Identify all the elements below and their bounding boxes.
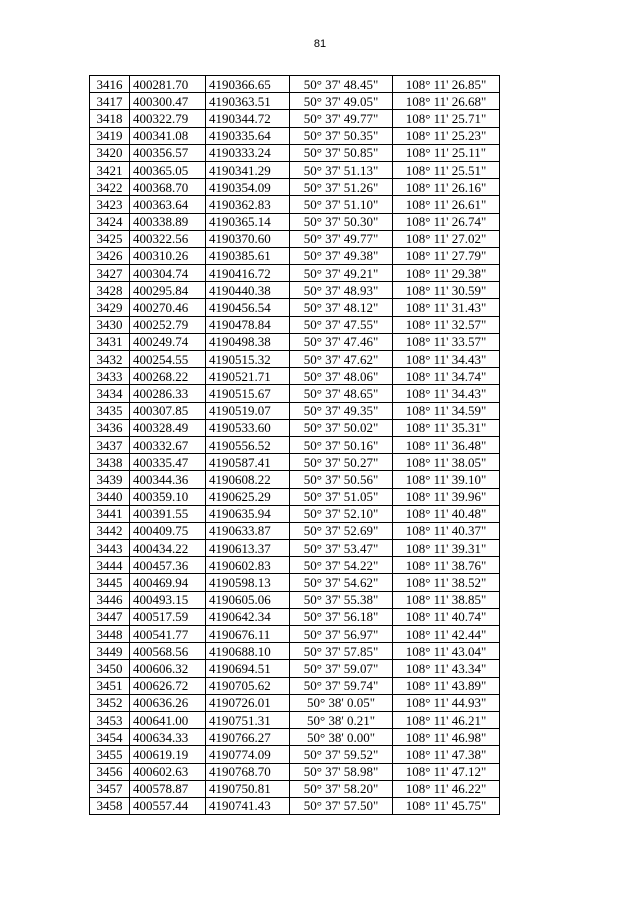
y-coordinate-cell: 4190366.65 [206,76,290,93]
longitude-cell: 108° 11' 34.43" [393,351,500,368]
table-row [90,127,500,144]
page-number: 81 [313,38,327,50]
y-coordinate-cell: 4190521.71 [206,368,290,385]
x-coordinate-cell: 400341.08 [130,127,206,144]
latitude-cell: 50° 37' 50.16" [290,436,393,453]
y-coordinate-cell: 4190416.72 [206,265,290,282]
table-row [90,677,500,694]
y-coordinate-cell: 4190333.24 [206,144,290,161]
latitude-cell: 50° 37' 57.85" [290,643,393,660]
y-coordinate-cell: 4190705.62 [206,677,290,694]
longitude-cell: 108° 11' 25.11" [393,144,500,161]
table-row [90,471,500,488]
table-row [90,608,500,625]
y-coordinate-cell: 4190768.70 [206,763,290,780]
longitude-cell: 108° 11' 27.02" [393,230,500,247]
x-coordinate-cell: 400557.44 [130,797,206,814]
latitude-cell: 50° 37' 52.10" [290,505,393,522]
y-coordinate-cell: 4190365.14 [206,213,290,230]
y-coordinate-cell: 4190533.60 [206,419,290,436]
table-row [90,797,500,814]
table-row [90,557,500,574]
point-number-cell: 3427 [90,265,130,282]
y-coordinate-cell: 4190598.13 [206,574,290,591]
x-coordinate-cell: 400602.63 [130,763,206,780]
longitude-cell: 108° 11' 27.79" [393,247,500,264]
longitude-cell: 108° 11' 43.89" [393,677,500,694]
longitude-cell: 108° 11' 29.38" [393,265,500,282]
point-number-cell: 3416 [90,76,130,93]
x-coordinate-cell: 400295.84 [130,282,206,299]
latitude-cell: 50° 37' 50.02" [290,419,393,436]
y-coordinate-cell: 4190363.51 [206,93,290,110]
y-coordinate-cell: 4190587.41 [206,454,290,471]
x-coordinate-cell: 400409.75 [130,522,206,539]
y-coordinate-cell: 4190694.51 [206,660,290,677]
x-coordinate-cell: 400328.49 [130,419,206,436]
latitude-cell: 50° 37' 52.69" [290,522,393,539]
table-row [90,780,500,797]
y-coordinate-cell: 4190370.60 [206,230,290,247]
table-row [90,93,500,110]
x-coordinate-cell: 400493.15 [130,591,206,608]
point-number-cell: 3422 [90,179,130,196]
longitude-cell: 108° 11' 43.34" [393,660,500,677]
point-number-cell: 3455 [90,746,130,763]
longitude-cell: 108° 11' 47.38" [393,746,500,763]
latitude-cell: 50° 37' 57.50" [290,797,393,814]
latitude-cell: 50° 37' 50.35" [290,127,393,144]
table-row [90,626,500,643]
longitude-cell: 108° 11' 46.98" [393,729,500,746]
longitude-cell: 108° 11' 38.76" [393,557,500,574]
table-row [90,660,500,677]
latitude-cell: 50° 37' 55.38" [290,591,393,608]
latitude-cell: 50° 37' 54.22" [290,557,393,574]
x-coordinate-cell: 400568.56 [130,643,206,660]
latitude-cell: 50° 37' 51.10" [290,196,393,213]
y-coordinate-cell: 4190498.38 [206,333,290,350]
point-number-cell: 3424 [90,213,130,230]
table-row [90,454,500,471]
y-coordinate-cell: 4190688.10 [206,643,290,660]
point-number-cell: 3431 [90,333,130,350]
x-coordinate-cell: 400641.00 [130,711,206,728]
longitude-cell: 108° 11' 25.71" [393,110,500,127]
latitude-cell: 50° 37' 48.65" [290,385,393,402]
x-coordinate-cell: 400469.94 [130,574,206,591]
point-number-cell: 3419 [90,127,130,144]
x-coordinate-cell: 400636.26 [130,694,206,711]
point-number-cell: 3425 [90,230,130,247]
latitude-cell: 50° 37' 48.12" [290,299,393,316]
point-number-cell: 3440 [90,488,130,505]
y-coordinate-cell: 4190635.94 [206,505,290,522]
x-coordinate-cell: 400310.26 [130,247,206,264]
point-number-cell: 3443 [90,540,130,557]
latitude-cell: 50° 37' 49.21" [290,265,393,282]
point-number-cell: 3446 [90,591,130,608]
latitude-cell: 50° 37' 50.85" [290,144,393,161]
latitude-cell: 50° 37' 56.18" [290,608,393,625]
table-row [90,265,500,282]
longitude-cell: 108° 11' 44.93" [393,694,500,711]
table-row [90,196,500,213]
latitude-cell: 50° 38' 0.05" [290,694,393,711]
table-row [90,436,500,453]
latitude-cell: 50° 37' 56.97" [290,626,393,643]
x-coordinate-cell: 400322.79 [130,110,206,127]
latitude-cell: 50° 37' 59.52" [290,746,393,763]
x-coordinate-cell: 400365.05 [130,161,206,178]
table-row [90,694,500,711]
table-row [90,144,500,161]
x-coordinate-cell: 400541.77 [130,626,206,643]
point-number-cell: 3420 [90,144,130,161]
longitude-cell: 108° 11' 25.23" [393,127,500,144]
latitude-cell: 50° 37' 54.62" [290,574,393,591]
y-coordinate-cell: 4190633.87 [206,522,290,539]
longitude-cell: 108° 11' 34.74" [393,368,500,385]
longitude-cell: 108° 11' 34.59" [393,402,500,419]
latitude-cell: 50° 37' 50.27" [290,454,393,471]
table-row [90,368,500,385]
table-row [90,402,500,419]
point-number-cell: 3450 [90,660,130,677]
table-row [90,213,500,230]
y-coordinate-cell: 4190751.31 [206,711,290,728]
x-coordinate-cell: 400338.89 [130,213,206,230]
latitude-cell: 50° 37' 48.45" [290,76,393,93]
latitude-cell: 50° 37' 47.62" [290,351,393,368]
x-coordinate-cell: 400252.79 [130,316,206,333]
latitude-cell: 50° 37' 47.46" [290,333,393,350]
point-number-cell: 3448 [90,626,130,643]
coordinates-table [89,75,500,815]
x-coordinate-cell: 400335.47 [130,454,206,471]
y-coordinate-cell: 4190556.52 [206,436,290,453]
x-coordinate-cell: 400457.36 [130,557,206,574]
latitude-cell: 50° 37' 49.05" [290,93,393,110]
point-number-cell: 3438 [90,454,130,471]
latitude-cell: 50° 37' 49.35" [290,402,393,419]
coordinates-table-body [90,76,500,815]
latitude-cell: 50° 37' 49.77" [290,110,393,127]
table-row [90,729,500,746]
y-coordinate-cell: 4190341.29 [206,161,290,178]
y-coordinate-cell: 4190478.84 [206,316,290,333]
longitude-cell: 108° 11' 36.48" [393,436,500,453]
longitude-cell: 108° 11' 46.22" [393,780,500,797]
point-number-cell: 3437 [90,436,130,453]
point-number-cell: 3430 [90,316,130,333]
table-row [90,247,500,264]
longitude-cell: 108° 11' 33.57" [393,333,500,350]
latitude-cell: 50° 37' 49.77" [290,230,393,247]
longitude-cell: 108° 11' 38.52" [393,574,500,591]
y-coordinate-cell: 4190676.11 [206,626,290,643]
longitude-cell: 108° 11' 30.59" [393,282,500,299]
x-coordinate-cell: 400332.67 [130,436,206,453]
latitude-cell: 50° 38' 0.00" [290,729,393,746]
x-coordinate-cell: 400363.64 [130,196,206,213]
x-coordinate-cell: 400434.22 [130,540,206,557]
latitude-cell: 50° 37' 58.20" [290,780,393,797]
point-number-cell: 3451 [90,677,130,694]
table-row [90,643,500,660]
y-coordinate-cell: 4190362.83 [206,196,290,213]
point-number-cell: 3456 [90,763,130,780]
point-number-cell: 3426 [90,247,130,264]
point-number-cell: 3429 [90,299,130,316]
longitude-cell: 108° 11' 45.75" [393,797,500,814]
point-number-cell: 3436 [90,419,130,436]
x-coordinate-cell: 400391.55 [130,505,206,522]
y-coordinate-cell: 4190750.81 [206,780,290,797]
longitude-cell: 108° 11' 34.43" [393,385,500,402]
y-coordinate-cell: 4190335.64 [206,127,290,144]
table-row [90,540,500,557]
table-row [90,419,500,436]
longitude-cell: 108° 11' 43.04" [393,643,500,660]
x-coordinate-cell: 400286.33 [130,385,206,402]
point-number-cell: 3452 [90,694,130,711]
point-number-cell: 3454 [90,729,130,746]
x-coordinate-cell: 400356.57 [130,144,206,161]
table-row [90,711,500,728]
y-coordinate-cell: 4190515.32 [206,351,290,368]
table-row [90,505,500,522]
x-coordinate-cell: 400270.46 [130,299,206,316]
latitude-cell: 50° 37' 59.74" [290,677,393,694]
latitude-cell: 50° 37' 50.56" [290,471,393,488]
latitude-cell: 50° 37' 53.47" [290,540,393,557]
x-coordinate-cell: 400606.32 [130,660,206,677]
table-row [90,746,500,763]
y-coordinate-cell: 4190519.07 [206,402,290,419]
x-coordinate-cell: 400634.33 [130,729,206,746]
latitude-cell: 50° 37' 51.05" [290,488,393,505]
table-row [90,522,500,539]
latitude-cell: 50° 37' 47.55" [290,316,393,333]
y-coordinate-cell: 4190774.09 [206,746,290,763]
x-coordinate-cell: 400254.55 [130,351,206,368]
y-coordinate-cell: 4190515.67 [206,385,290,402]
point-number-cell: 3432 [90,351,130,368]
y-coordinate-cell: 4190726.01 [206,694,290,711]
longitude-cell: 108° 11' 39.10" [393,471,500,488]
longitude-cell: 108° 11' 47.12" [393,763,500,780]
point-number-cell: 3417 [90,93,130,110]
table-row [90,299,500,316]
point-number-cell: 3439 [90,471,130,488]
point-number-cell: 3421 [90,161,130,178]
latitude-cell: 50° 37' 49.38" [290,247,393,264]
y-coordinate-cell: 4190766.27 [206,729,290,746]
x-coordinate-cell: 400307.85 [130,402,206,419]
point-number-cell: 3444 [90,557,130,574]
point-number-cell: 3423 [90,196,130,213]
latitude-cell: 50° 37' 50.30" [290,213,393,230]
y-coordinate-cell: 4190642.34 [206,608,290,625]
y-coordinate-cell: 4190625.29 [206,488,290,505]
y-coordinate-cell: 4190613.37 [206,540,290,557]
y-coordinate-cell: 4190385.61 [206,247,290,264]
table-row [90,179,500,196]
x-coordinate-cell: 400626.72 [130,677,206,694]
point-number-cell: 3435 [90,402,130,419]
point-number-cell: 3447 [90,608,130,625]
y-coordinate-cell: 4190608.22 [206,471,290,488]
y-coordinate-cell: 4190440.38 [206,282,290,299]
point-number-cell: 3434 [90,385,130,402]
longitude-cell: 108° 11' 26.16" [393,179,500,196]
table-row [90,763,500,780]
table-row [90,316,500,333]
longitude-cell: 108° 11' 46.21" [393,711,500,728]
longitude-cell: 108° 11' 31.43" [393,299,500,316]
longitude-cell: 108° 11' 38.85" [393,591,500,608]
y-coordinate-cell: 4190602.83 [206,557,290,574]
x-coordinate-cell: 400578.87 [130,780,206,797]
table-row [90,574,500,591]
latitude-cell: 50° 37' 58.98" [290,763,393,780]
latitude-cell: 50° 37' 48.06" [290,368,393,385]
x-coordinate-cell: 400304.74 [130,265,206,282]
latitude-cell: 50° 37' 48.93" [290,282,393,299]
x-coordinate-cell: 400249.74 [130,333,206,350]
x-coordinate-cell: 400322.56 [130,230,206,247]
y-coordinate-cell: 4190344.72 [206,110,290,127]
table-row [90,333,500,350]
x-coordinate-cell: 400359.10 [130,488,206,505]
point-number-cell: 3428 [90,282,130,299]
table-row [90,282,500,299]
longitude-cell: 108° 11' 40.74" [393,608,500,625]
longitude-cell: 108° 11' 42.44" [393,626,500,643]
point-number-cell: 3449 [90,643,130,660]
x-coordinate-cell: 400281.70 [130,76,206,93]
table-row [90,591,500,608]
table-row [90,76,500,93]
longitude-cell: 108° 11' 39.96" [393,488,500,505]
latitude-cell: 50° 37' 59.07" [290,660,393,677]
x-coordinate-cell: 400517.59 [130,608,206,625]
longitude-cell: 108° 11' 32.57" [393,316,500,333]
longitude-cell: 108° 11' 26.61" [393,196,500,213]
longitude-cell: 108° 11' 26.85" [393,76,500,93]
longitude-cell: 108° 11' 35.31" [393,419,500,436]
x-coordinate-cell: 400268.22 [130,368,206,385]
longitude-cell: 108° 11' 26.74" [393,213,500,230]
point-number-cell: 3441 [90,505,130,522]
longitude-cell: 108° 11' 26.68" [393,93,500,110]
point-number-cell: 3445 [90,574,130,591]
table-row [90,161,500,178]
point-number-cell: 3453 [90,711,130,728]
table-row [90,351,500,368]
x-coordinate-cell: 400368.70 [130,179,206,196]
latitude-cell: 50° 37' 51.13" [290,161,393,178]
longitude-cell: 108° 11' 40.48" [393,505,500,522]
y-coordinate-cell: 4190456.54 [206,299,290,316]
y-coordinate-cell: 4190741.43 [206,797,290,814]
longitude-cell: 108° 11' 38.05" [393,454,500,471]
x-coordinate-cell: 400300.47 [130,93,206,110]
y-coordinate-cell: 4190605.06 [206,591,290,608]
table-row [90,488,500,505]
longitude-cell: 108° 11' 25.51" [393,161,500,178]
x-coordinate-cell: 400344.36 [130,471,206,488]
point-number-cell: 3457 [90,780,130,797]
table-row [90,230,500,247]
latitude-cell: 50° 37' 51.26" [290,179,393,196]
table-row [90,110,500,127]
point-number-cell: 3458 [90,797,130,814]
longitude-cell: 108° 11' 39.31" [393,540,500,557]
point-number-cell: 3433 [90,368,130,385]
point-number-cell: 3442 [90,522,130,539]
latitude-cell: 50° 38' 0.21" [290,711,393,728]
longitude-cell: 108° 11' 40.37" [393,522,500,539]
y-coordinate-cell: 4190354.09 [206,179,290,196]
table-row [90,385,500,402]
point-number-cell: 3418 [90,110,130,127]
x-coordinate-cell: 400619.19 [130,746,206,763]
